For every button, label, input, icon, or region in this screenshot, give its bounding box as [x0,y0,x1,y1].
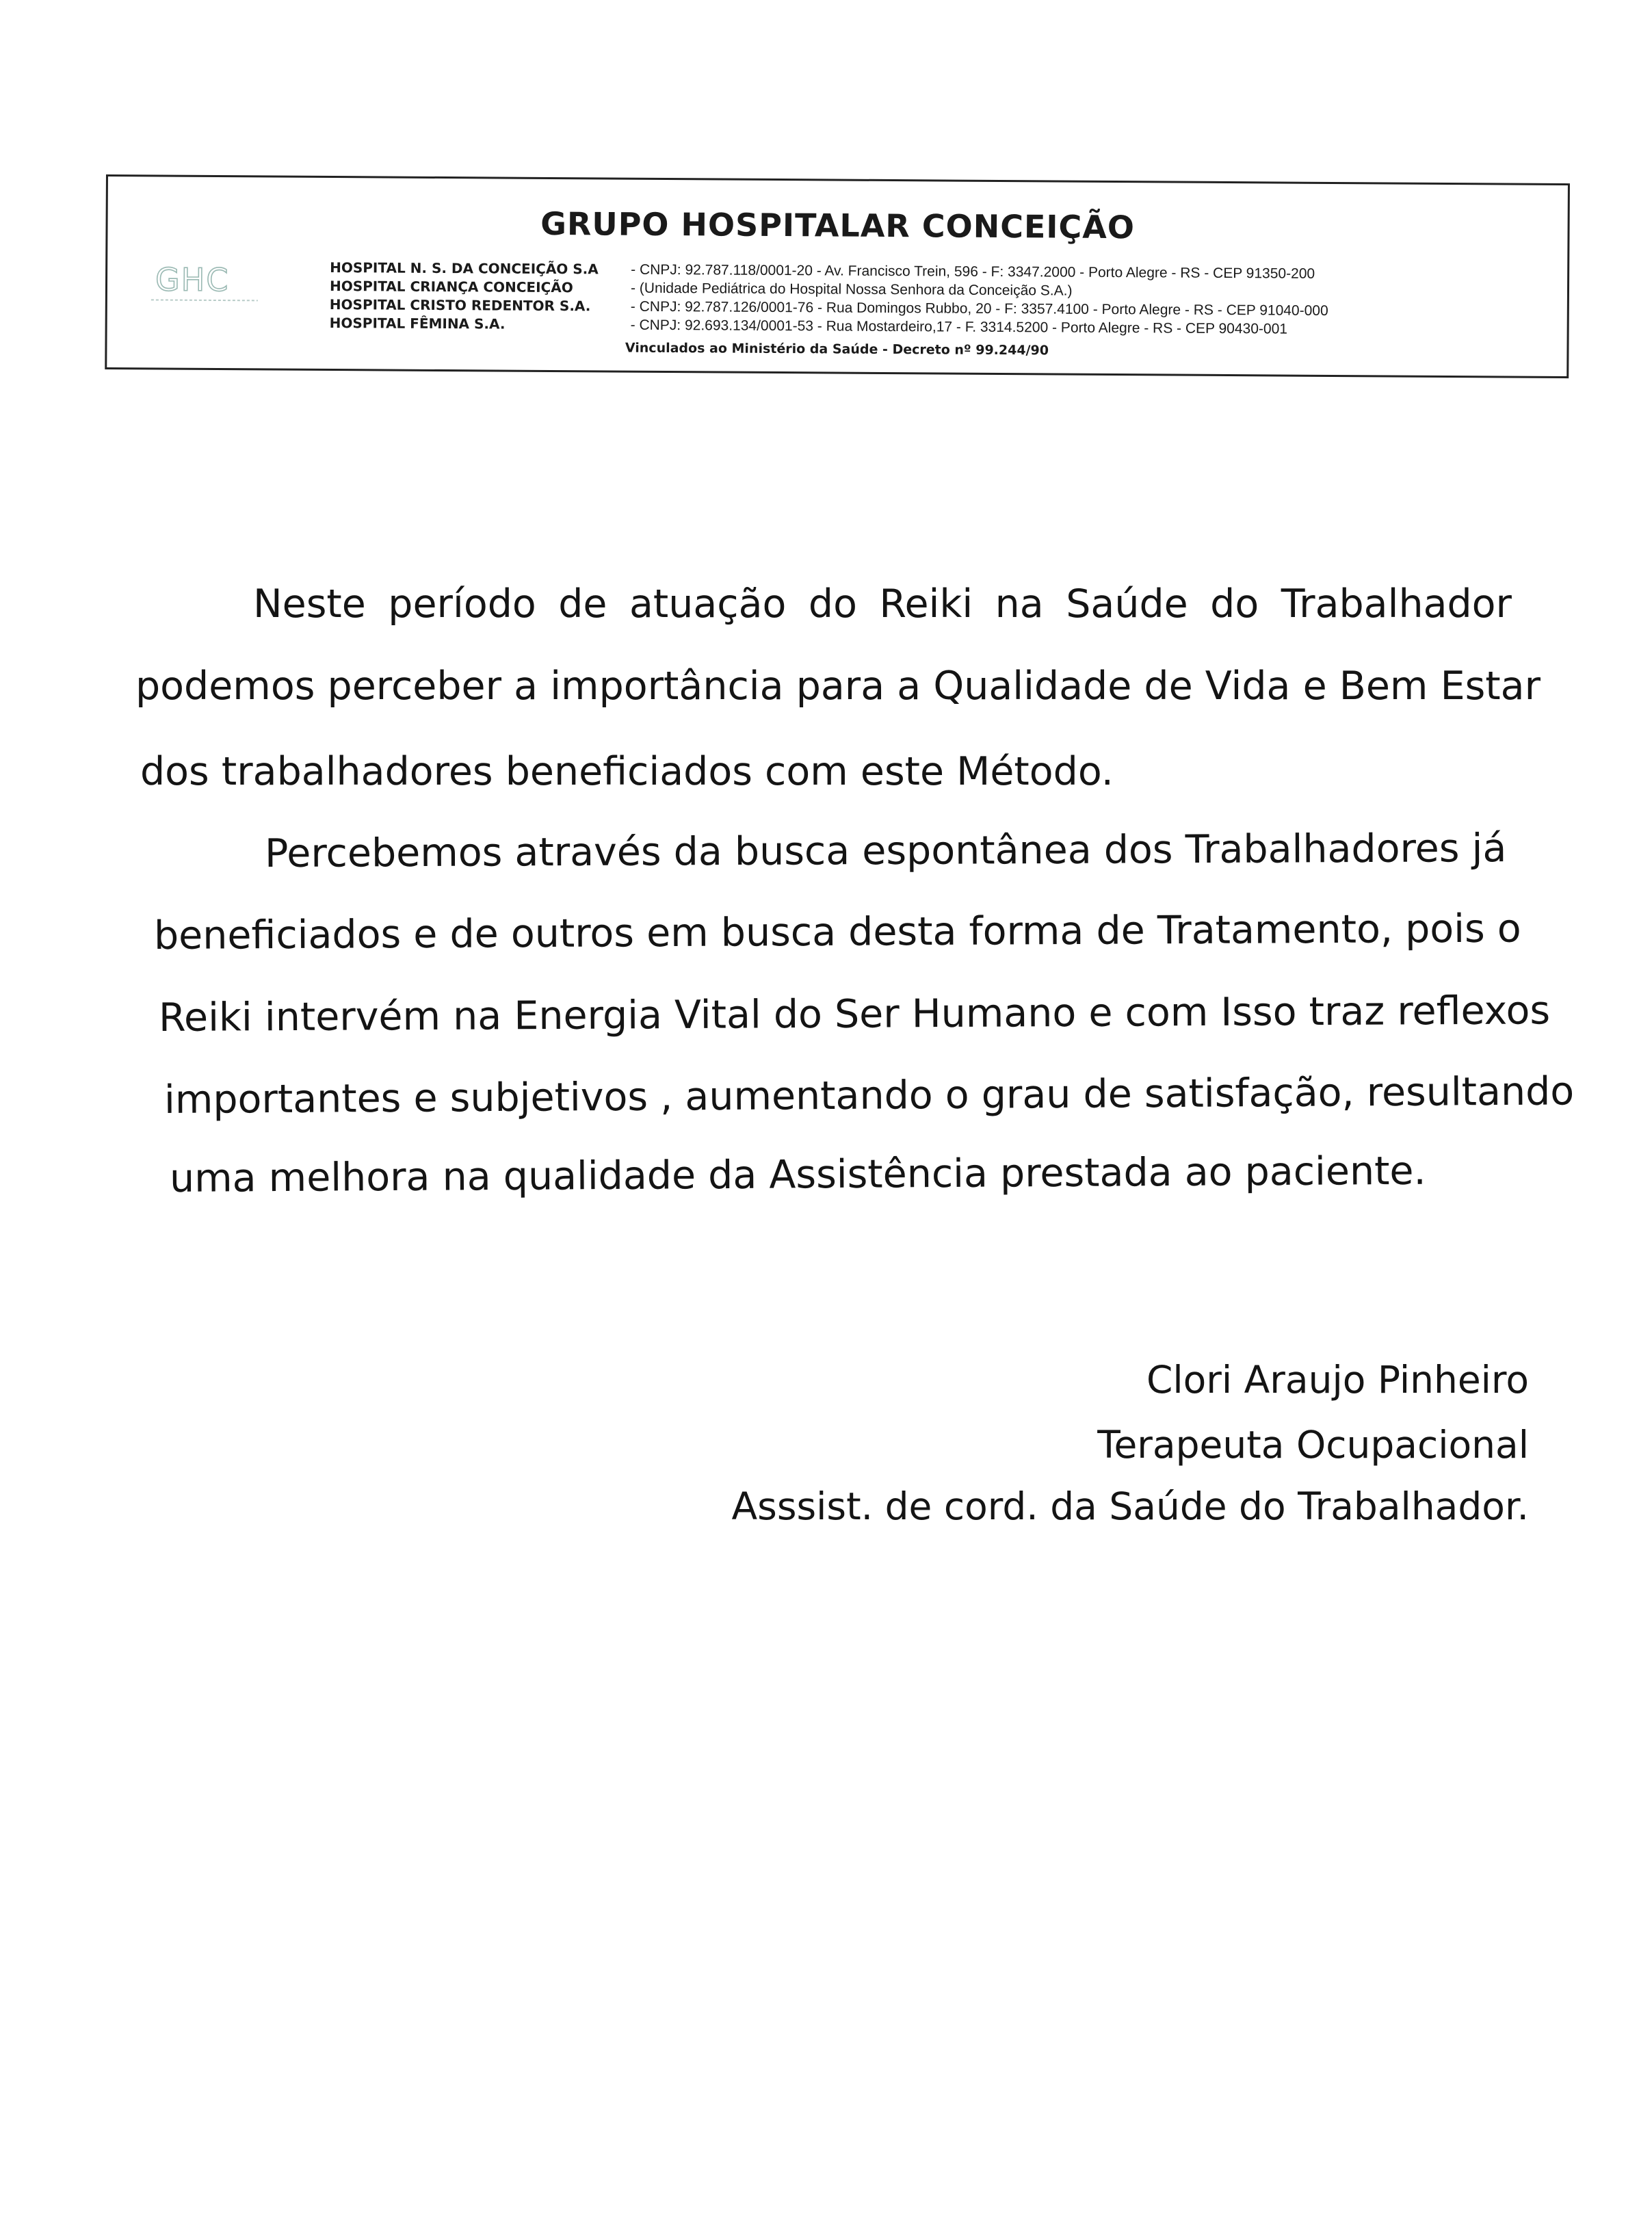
body-line: Percebemos através da busca espontânea dos Trabalhadores já [264,826,1507,876]
hospital-detail: - CNPJ: 92.693.134/0001-53 - Rua Mostardeiro,17 - F. 3314.5200 - Porto Alegre - RS - CEP 90430-001 [630,317,1288,337]
letterhead-footer: Vinculados ao Ministério da Saúde - Decreto nº 99.244/90 [625,340,1049,358]
hospital-name: HOSPITAL N. S. DA CONCEIÇÃO S.A [330,259,599,278]
signature-name: Clori Araujo Pinheiro [1146,1358,1529,1402]
hospital-name: HOSPITAL FÊMINA S.A. [329,314,506,332]
body-line: dos trabalhadores beneficiados com este Método. [140,749,1114,794]
hospital-detail: - CNPJ: 92.787.126/0001-76 - Rua Domingos Rubbo, 20 - F: 3357.4100 - Porto Alegre - RS - CEP 91040-000 [630,298,1328,319]
ghc-logo [150,257,259,309]
letterhead-title: GRUPO HOSPITALAR CONCEIÇÃO [540,205,1136,246]
hospital-details [631,261,1329,339]
hospital-name: HOSPITAL CRIANÇA CONCEIÇÃO [329,278,573,296]
hospital-names [330,259,599,334]
body-line: importantes e subjetivos , aumentando o grau de satisfação, resultando [163,1069,1575,1123]
body-line: Reiki intervém na Energia Vital do Ser Humano e com Isso traz reflexos [158,988,1551,1040]
signature-title: Terapeuta Ocupacional [1097,1423,1529,1467]
body-line: uma melhora na qualidade da Assistência prestada ao paciente. [169,1148,1426,1201]
hospital-detail: - (Unidade Pediátrica do Hospital Nossa Senhora da Conceição S.A.) [630,280,1073,299]
hospital-detail: - CNPJ: 92.787.118/0001-20 - Av. Francisco Trein, 596 - F: 3347.2000 - Porto Alegre - RS - CEP 91350-200 [631,261,1315,282]
body-line: podemos perceber a importância para a Qualidade de Vida e Bem Estar [135,664,1541,709]
signature-role: Asssist. de cord. da Saúde do Trabalhador. [731,1484,1529,1528]
logo-text: GHC [155,261,230,299]
letterhead [105,174,1570,378]
body-line: beneficiados e de outros em busca desta forma de Tratamento, pois o [153,906,1521,958]
body-line: Neste período de atuação do Reiki na Saúde do Trabalhador [253,581,1512,627]
hospital-name: HOSPITAL CRISTO REDENTOR S.A. [329,296,591,315]
